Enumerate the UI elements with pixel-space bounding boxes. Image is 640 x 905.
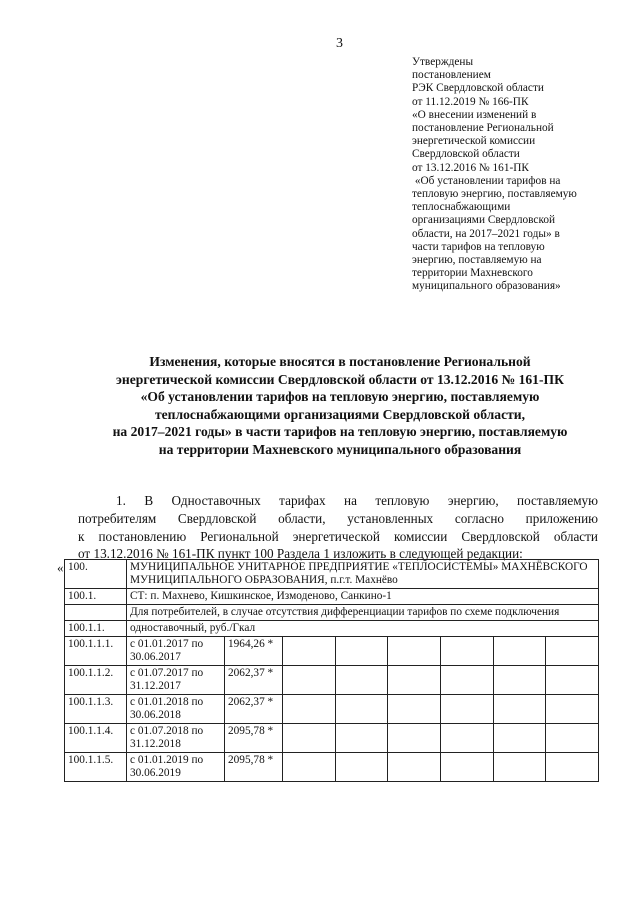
approval-line: области, на 2017–2021 годы» в [412, 227, 560, 240]
paragraph-line: к постановлению Региональной энергетической комиссии Свердловской области [78, 528, 598, 544]
empty-cell [335, 753, 388, 782]
approval-line: «Об установлении тарифов на [412, 174, 561, 187]
empty-cell [388, 637, 441, 666]
approval-line: тепловую энергию, поставляемую [412, 188, 577, 201]
empty-cell [388, 695, 441, 724]
paragraph-line: от 13.12.2016 № 161-ПК пункт 100 Раздела 1 изложить в следующей редакции: [78, 546, 523, 562]
page-number: 3 [336, 36, 343, 51]
empty-cell [283, 695, 336, 724]
empty-cell [440, 724, 493, 753]
row-code: 100.1.1.1. [65, 637, 127, 666]
empty-cell [493, 637, 546, 666]
title-line: теплоснабжающими организациями Свердловской области, [154, 406, 526, 422]
empty-cell [388, 666, 441, 695]
org-row [65, 560, 599, 589]
row-period: с 01.07.2017 по 31.12.2017 [127, 666, 225, 695]
rate-code: 100.1.1. [65, 621, 127, 637]
approval-line: от 13.12.2016 № 161-ПК [412, 161, 529, 174]
rate-row [65, 621, 599, 637]
row-code: 100.1.1.5. [65, 753, 127, 782]
row-value: 2062,37 * [225, 666, 283, 695]
empty-cell [546, 724, 599, 753]
empty-cell [283, 724, 336, 753]
system-row [65, 589, 599, 605]
approval-line: энергетической комиссии [412, 135, 536, 148]
empty-cell [335, 724, 388, 753]
table-row [65, 724, 599, 753]
approval-line: «О внесении изменений в [412, 108, 537, 121]
empty-cell [440, 695, 493, 724]
approval-line: теплоснабжающими [412, 201, 511, 214]
empty-cell [388, 724, 441, 753]
table-row [65, 695, 599, 724]
approval-line: энергию, поставляемую на [412, 254, 542, 267]
row-period: с 01.01.2017 по 30.06.2017 [127, 637, 225, 666]
approval-line: организациями Свердловской [412, 214, 556, 227]
approval-stamp [412, 56, 612, 294]
row-period: с 01.01.2019 по 30.06.2019 [127, 753, 225, 782]
approval-line: Свердловской области [412, 148, 520, 161]
body-paragraph [78, 492, 598, 563]
row-code: 100.1.1.3. [65, 695, 127, 724]
empty-cell [546, 695, 599, 724]
row-code: 100.1.1.2. [65, 666, 127, 695]
row-code: 100.1.1.4. [65, 724, 127, 753]
approval-line: постановление Региональной [412, 122, 554, 135]
title-line: на территории Махневского муниципального образования [158, 441, 522, 457]
approval-line: РЭК Свердловской области [412, 82, 544, 95]
table-row [65, 753, 599, 782]
approval-line: Утверждены [412, 56, 474, 68]
empty-cell [335, 666, 388, 695]
empty-cell [388, 753, 441, 782]
opening-quote: « [57, 560, 64, 575]
approval-line: территории Махневского [412, 267, 533, 280]
row-value: 1964,26 * [225, 637, 283, 666]
paragraph-line: потребителям Свердловской области, установленных согласно приложению [78, 510, 598, 526]
row-value: 2062,37 * [225, 695, 283, 724]
empty-cell [440, 666, 493, 695]
approval-line: муниципального образования» [412, 280, 561, 293]
org-code: 100. [65, 560, 127, 589]
document-title [70, 353, 610, 459]
consumers-code-empty [65, 605, 127, 621]
empty-cell [493, 666, 546, 695]
rate-type: одноставочный, руб./Гкал [127, 621, 599, 637]
paragraph-line: 1. В Одноставочных тарифах на тепловую энергию, поставляемую [116, 493, 598, 508]
approval-line: части тарифов на тепловую [412, 240, 545, 253]
empty-cell [440, 637, 493, 666]
approval-line: постановлением [412, 69, 491, 82]
empty-cell [283, 666, 336, 695]
empty-cell [440, 753, 493, 782]
empty-cell [493, 695, 546, 724]
table-row [65, 666, 599, 695]
row-value: 2095,78 * [225, 753, 283, 782]
empty-cell [283, 753, 336, 782]
empty-cell [546, 753, 599, 782]
org-name: МУНИЦИПАЛЬНОЕ УНИТАРНОЕ ПРЕДПРИЯТИЕ «ТЕПЛОСИСТЕМЫ» МАХНЁВСКОГО МУНИЦИПАЛЬНОГО ОБРАЗОВАНИЯ, п.г.т. Махнёво [127, 560, 599, 589]
empty-cell [335, 695, 388, 724]
row-period: с 01.01.2018 по 30.06.2018 [127, 695, 225, 724]
table-row [65, 637, 599, 666]
title-line: «Об установлении тарифов на тепловую энергию, поставляемую [140, 389, 540, 405]
system-code: 100.1. [65, 589, 127, 605]
row-value: 2095,78 * [225, 724, 283, 753]
empty-cell [546, 637, 599, 666]
approval-line: от 11.12.2019 № 166-ПК [412, 95, 529, 108]
empty-cell [493, 753, 546, 782]
title-line: Изменения, которые вносятся в постановление Региональной [149, 354, 531, 369]
title-line: энергетической комиссии Свердловской области от 13.12.2016 № 161-ПК [116, 371, 564, 387]
empty-cell [335, 637, 388, 666]
tariff-table [64, 559, 599, 782]
title-line: на 2017–2021 годы» в части тарифов на тепловую энергию, поставляемую [112, 424, 568, 440]
consumers-text: Для потребителей, в случае отсутствия дифференциации тарифов по схеме подключения [127, 605, 599, 621]
system-name: СТ: п. Махнево, Кишкинское, Измоденово, Санкино-1 [127, 589, 599, 605]
empty-cell [493, 724, 546, 753]
empty-cell [546, 666, 599, 695]
empty-cell [283, 637, 336, 666]
row-period: с 01.07.2018 по 31.12.2018 [127, 724, 225, 753]
consumers-row [65, 605, 599, 621]
